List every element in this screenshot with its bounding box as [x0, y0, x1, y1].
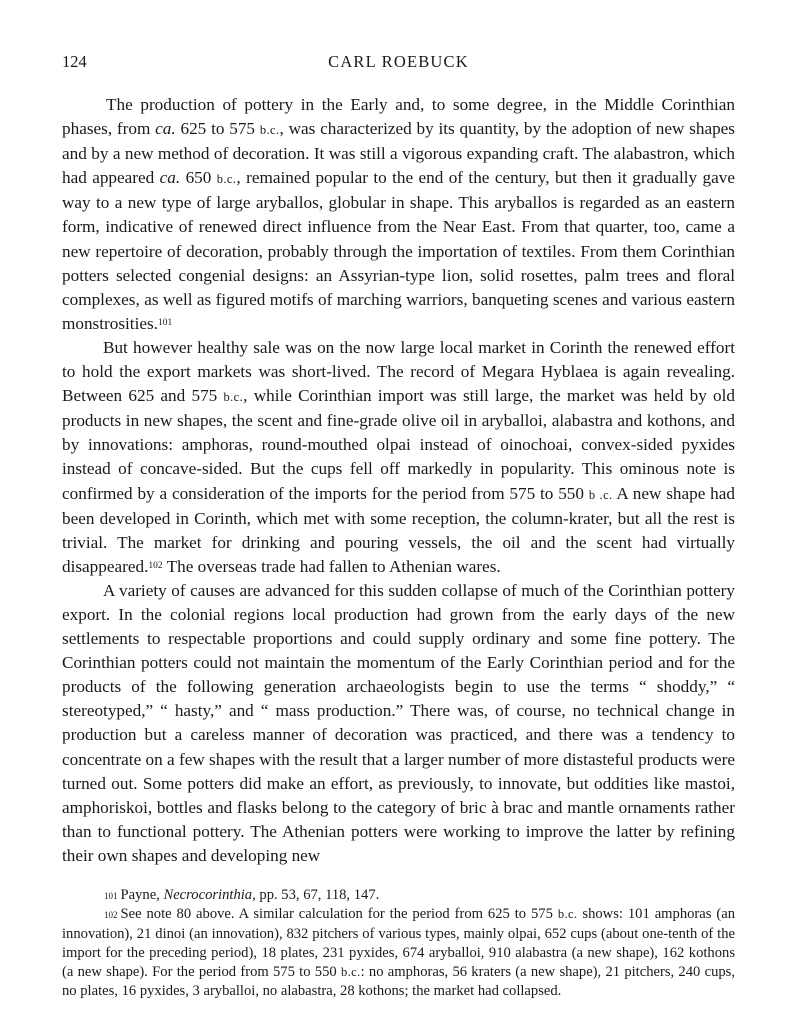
paragraph-1 — [62, 93, 735, 336]
text-run: shows: 101 amphoras (an innovation), 21 dinoi (an innovation), 832 pitchers of various types, mainly olpai, 652 cups (about one-tenth of the import for the preceding period), 18 plates, 231 pyxides, 674 aryballoi, 910 alabastra (a new shape), 162 kothons (a new shape). For the period from 575 to 550 — [62, 906, 735, 981]
small-caps-bc: b.c. — [216, 172, 237, 187]
italic-ca: ca. — [159, 168, 181, 188]
text-run: But however healthy sale was on the now large local market in Corinth the renewed effort to hold the export markets was short-lived. The record of Megara Hyblaea is again revealing. Between 625 and 575 — [62, 337, 735, 406]
text-run: : no amphoras, 56 kraters (a new shape), 21 pitchers, 240 cups, no plates, 16 pyxides, 3 aryballoi, no alabastra, 28 kothons; the market had collapsed. — [62, 964, 735, 1000]
text-run: , while Corinthian import was still large, the market was held by old products in new shapes, the scent and fine-grade olive oil in aryballoi, alabastra and kothons, and by innovations: amphoras, round-mouthed olpai instead of oinochoai, convex-sided pyxides instead of concave-sided. But the cups fell off markedly in popularity. This ominous note is confirmed by a consideration of the imports for the period from 575 to 550 — [62, 386, 735, 503]
paragraph-3: A variety of causes are advanced for this sudden collapse of much of the Corinthian pottery export. In the colonial regions local production had grown from the early days of the new settlements to respectable proportions and could supply ordinary and some fine pottery. The Corinthian potters could not maintain the momentum of the Early Corinthian period and for the products of the following generation archaeologists begin to use the terms “ shoddy,” “ stereotyped,” “ hasty,” and “ mass production.” There was, of course, no technical change in production but a careless manner of decoration was practiced, and there was a tendency to concentrate on a few shapes with the result that a larger number of more distasteful products were turned out. Some potters did make an effort, as previously, to innovate, but oddities like mastoi, amphoriskoi, bottles and flasks belong to the category of bric à brac and mantle ornaments rather than to functional pottery. The Athenian potters were working to improve the latter by refining their own shapes and developing new — [62, 580, 735, 865]
text-run: The production of pottery in the Early and, to some degree, in the Middle Corinthian phases, from — [62, 95, 735, 139]
footnote-mark: 101 — [104, 891, 118, 901]
small-caps-bc: b.c. — [223, 390, 244, 405]
text-run: 625 to 575 — [175, 119, 260, 139]
running-head: CARL ROEBUCK — [328, 52, 469, 71]
footnote-102 — [62, 905, 735, 1001]
small-caps-bc: b.c. — [259, 123, 280, 138]
text-run: 650 — [180, 168, 217, 188]
italic-ca: ca. — [155, 119, 176, 139]
paragraph-2 — [62, 336, 735, 579]
footnote-mark: 102 — [104, 910, 118, 921]
page-header — [62, 52, 735, 82]
footnote-101 — [62, 886, 735, 905]
small-caps-bc: b.c. — [340, 965, 361, 980]
text-run: Payne, — [120, 887, 164, 903]
footnote-ref-102[interactable]: 102 — [148, 560, 163, 571]
text-run: See note 80 above. A similar calculation for the period from 625 to 575 — [120, 906, 558, 923]
text-run: A new shape had been developed in Corinth, which met with some reception, the column-krater, but all the rest is trivial. The market for drinking and pouring vessels, the oil and the scent had virtually disappeared. — [62, 483, 735, 576]
page-number: 124 — [62, 52, 87, 71]
italic-title: Necrocorinthia — [163, 887, 253, 903]
small-caps-bc: b .c. — [588, 487, 613, 502]
footnote-ref-101[interactable]: 101 — [157, 317, 173, 328]
page — [62, 52, 735, 1002]
footnotes — [62, 886, 735, 1002]
text-run: , was characterized by its quantity, by the adoption of new shapes and by a new method of decoration. It was still a vigorous expanding craft. The alabastron, which had appeared — [62, 119, 735, 188]
text-run: The overseas trade had fallen to Athenian wares. — [162, 556, 501, 576]
small-caps-bc: b.c. — [557, 907, 578, 922]
text-run: , remained popular to the end of the century, but then it gradually gave way to a new type of large aryballos, globular in shape. This aryballos is regarded as an eastern form, indicative of renewed direct influence from the Near East. From that quarter, too, came a new repertoire of decoration, probably through the importation of textiles. From them Corinthian potters selected congenial designs: an Assyrian-type lion, solid rosettes, palm trees and floral complexes, as well as figured motifs of marching warriors, banqueting scenes and various eastern monstrosities. — [62, 168, 735, 333]
body-text — [62, 93, 735, 868]
text-run: , pp. 53, 67, 118, 147. — [252, 887, 380, 903]
